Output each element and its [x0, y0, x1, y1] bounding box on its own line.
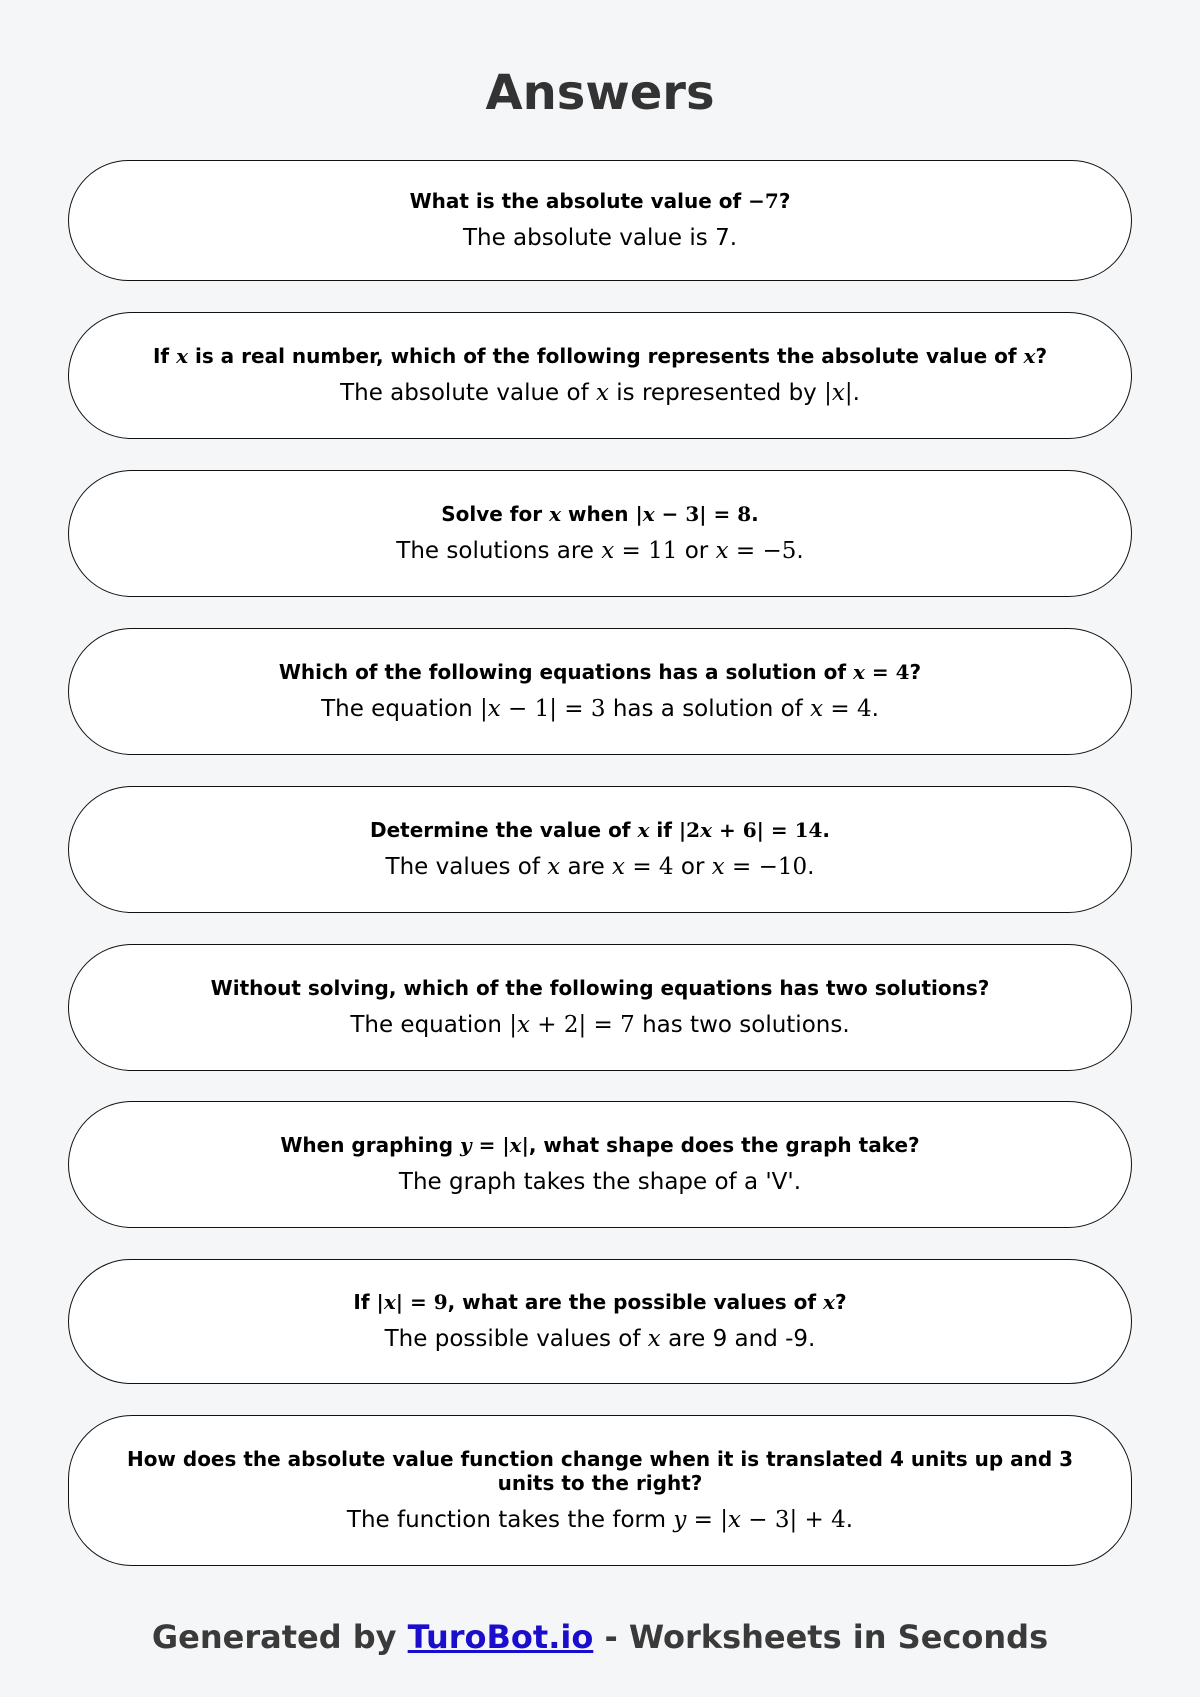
- answer-text: The possible values of x are 9 and -9.: [384, 1325, 816, 1352]
- math-expression: x: [1023, 343, 1036, 368]
- math-expression: x = 4: [612, 853, 674, 880]
- math-expression: y = |x − 3| + 4: [673, 1506, 846, 1533]
- math-expression: |x| = 9: [376, 1289, 448, 1314]
- answer-card: [68, 312, 1132, 439]
- page-title: Answers: [485, 65, 715, 121]
- math-expression: |x − 3| = 8: [635, 501, 752, 526]
- answer-card: [68, 628, 1132, 755]
- math-expression: x: [596, 379, 609, 406]
- answer-card: [68, 160, 1132, 281]
- math-expression: y = |x|: [460, 1132, 529, 1157]
- answer-card: [68, 470, 1132, 597]
- question-text: Determine the value of x if |2x + 6| = 14.: [369, 817, 831, 842]
- answer-text: The equation |x − 1| = 3 has a solution of x = 4.: [321, 695, 879, 722]
- math-expression: x: [647, 1325, 661, 1352]
- math-expression: x: [637, 817, 650, 842]
- question-text: Solve for x when |x − 3| = 8.: [441, 501, 759, 526]
- answer-text: The solutions are x = 11 or x = −5.: [396, 537, 804, 564]
- answer-card: [68, 1415, 1132, 1566]
- turobot-link[interactable]: TuroBot.io: [407, 1618, 594, 1656]
- answer-text: The graph takes the shape of a 'V'.: [398, 1168, 802, 1195]
- math-expression: |x − 1| = 3: [479, 695, 606, 722]
- math-expression: x: [176, 343, 188, 368]
- math-expression: −7: [748, 188, 779, 213]
- question-text: Which of the following equations has a solution of x = 4?: [278, 659, 922, 684]
- answer-card: [68, 786, 1132, 913]
- question-text: How does the absolute value function change when it is translated 4 units up and 3 units to the right?: [126, 1446, 1074, 1495]
- footer: [0, 1618, 1200, 1656]
- math-expression: x = 4: [852, 659, 910, 684]
- question-text: If x is a real number, which of the following represents the absolute value of x?: [152, 343, 1048, 368]
- answer-text: The equation |x + 2| = 7 has two solutions.: [350, 1011, 850, 1038]
- answer-text: The values of x are x = 4 or x = −10.: [385, 853, 815, 880]
- question-text: What is the absolute value of −7?: [409, 188, 791, 213]
- answer-text: The absolute value of x is represented by |x|.: [340, 379, 860, 406]
- footer-suffix: - Worksheets in Seconds: [593, 1618, 1049, 1656]
- answer-card: [68, 944, 1132, 1071]
- math-expression: x = 4: [810, 695, 872, 722]
- answer-card: [68, 1101, 1132, 1228]
- math-expression: |2x + 6| = 14: [678, 817, 823, 842]
- math-expression: x: [549, 501, 561, 526]
- answer-card: [68, 1259, 1132, 1384]
- footer-prefix: Generated by: [151, 1618, 408, 1656]
- math-expression: |x|: [824, 379, 853, 406]
- math-expression: x: [547, 853, 561, 880]
- math-expression: |x + 2| = 7: [509, 1011, 635, 1038]
- answer-text: The function takes the form y = |x − 3| + 4.: [346, 1506, 854, 1533]
- answer-text: The absolute value is 7.: [462, 224, 738, 251]
- question-text: If |x| = 9, what are the possible values of x?: [353, 1289, 847, 1314]
- math-expression: x = 11: [601, 537, 678, 564]
- question-text: Without solving, which of the following equations has two solutions?: [210, 975, 990, 1000]
- math-expression: x: [823, 1289, 835, 1314]
- question-text: When graphing y = |x|, what shape does the graph take?: [280, 1132, 920, 1157]
- math-expression: x = −5: [715, 537, 797, 564]
- math-expression: x = −10: [711, 853, 808, 880]
